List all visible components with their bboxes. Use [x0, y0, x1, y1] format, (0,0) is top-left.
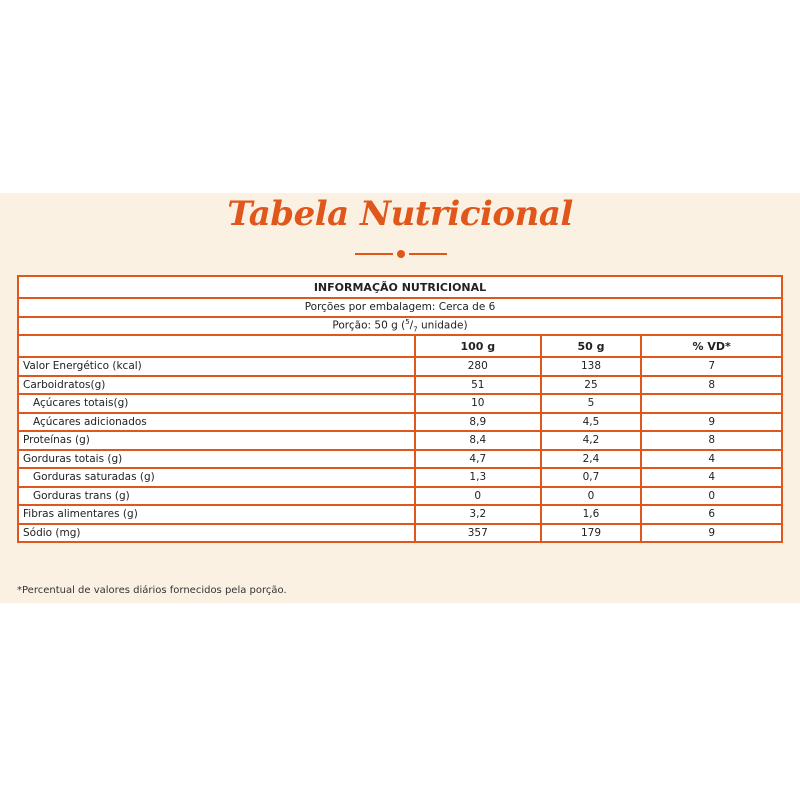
divider-line-left: [355, 253, 393, 255]
table-row: [18, 487, 782, 506]
value-50g: 5: [541, 394, 642, 413]
value-100g: 0: [415, 487, 541, 506]
nutrition-table: [17, 275, 783, 543]
column-header-50g: 50 g: [541, 335, 642, 357]
column-header-vd: % VD*: [641, 335, 782, 357]
value-100g: 51: [415, 376, 541, 395]
nutrient-label: Fibras alimentares (g): [18, 505, 415, 524]
table-row: [18, 505, 782, 524]
servings-text: Porções por embalagem: Cerca de 6: [18, 298, 782, 317]
value-vd: 4: [641, 468, 782, 487]
value-vd: [641, 394, 782, 413]
nutrient-label: Gorduras totais (g): [18, 450, 415, 469]
value-vd: 4: [641, 450, 782, 469]
value-vd: 9: [641, 524, 782, 543]
nutrient-label: Gorduras saturadas (g): [18, 468, 415, 487]
portion-prefix: Porção: 50 g (: [332, 319, 406, 332]
nutrient-label: Valor Energético (kcal): [18, 357, 415, 376]
table-row: [18, 376, 782, 395]
table-row: [18, 524, 782, 543]
portion-numerator: 5: [405, 317, 410, 326]
value-100g: 8,4: [415, 431, 541, 450]
column-header-100g: 100 g: [415, 335, 541, 357]
value-50g: 0,7: [541, 468, 642, 487]
nutrient-label: Sódio (mg): [18, 524, 415, 543]
table-row: [18, 357, 782, 376]
nutrient-label: Proteínas (g): [18, 431, 415, 450]
nutrient-label: Gorduras trans (g): [18, 487, 415, 506]
table-row: [18, 394, 782, 413]
value-50g: 179: [541, 524, 642, 543]
value-100g: 1,3: [415, 468, 541, 487]
page-title: Tabela Nutricional: [227, 194, 573, 234]
value-vd: 8: [641, 431, 782, 450]
portion-suffix: unidade): [417, 319, 468, 332]
table-row: [18, 431, 782, 450]
column-header-blank: [18, 335, 415, 357]
table-row: [18, 468, 782, 487]
value-vd: 7: [641, 357, 782, 376]
value-vd: 0: [641, 487, 782, 506]
table-heading-row: [18, 276, 782, 298]
value-vd: 8: [641, 376, 782, 395]
column-header-row: [18, 335, 782, 357]
value-100g: 8,9: [415, 413, 541, 432]
table-row: [18, 413, 782, 432]
value-100g: 280: [415, 357, 541, 376]
table-heading: INFORMAÇÃO NUTRICIONAL: [18, 276, 782, 298]
portion-row: [18, 317, 782, 336]
value-50g: 0: [541, 487, 642, 506]
value-100g: 4,7: [415, 450, 541, 469]
portion-denominator: 7: [413, 325, 418, 334]
value-50g: 2,4: [541, 450, 642, 469]
value-50g: 25: [541, 376, 642, 395]
value-100g: 3,2: [415, 505, 541, 524]
table-row: [18, 450, 782, 469]
nutrient-label: Carboidratos(g): [18, 376, 415, 395]
value-50g: 4,2: [541, 431, 642, 450]
value-vd: 9: [641, 413, 782, 432]
nutrient-label: Açúcares adicionados: [18, 413, 415, 432]
value-50g: 138: [541, 357, 642, 376]
footnote: *Percentual de valores diários fornecidos pela porção.: [17, 585, 287, 596]
title-divider: [355, 253, 447, 255]
value-100g: 357: [415, 524, 541, 543]
portion-slash: /: [409, 319, 414, 332]
divider-line-right: [409, 253, 447, 255]
nutrient-label: Açúcares totais(g): [18, 394, 415, 413]
divider-dot: [397, 250, 405, 258]
portion-text: [18, 317, 782, 336]
servings-row: [18, 298, 782, 317]
value-100g: 10: [415, 394, 541, 413]
value-50g: 4,5: [541, 413, 642, 432]
value-50g: 1,6: [541, 505, 642, 524]
value-vd: 6: [641, 505, 782, 524]
